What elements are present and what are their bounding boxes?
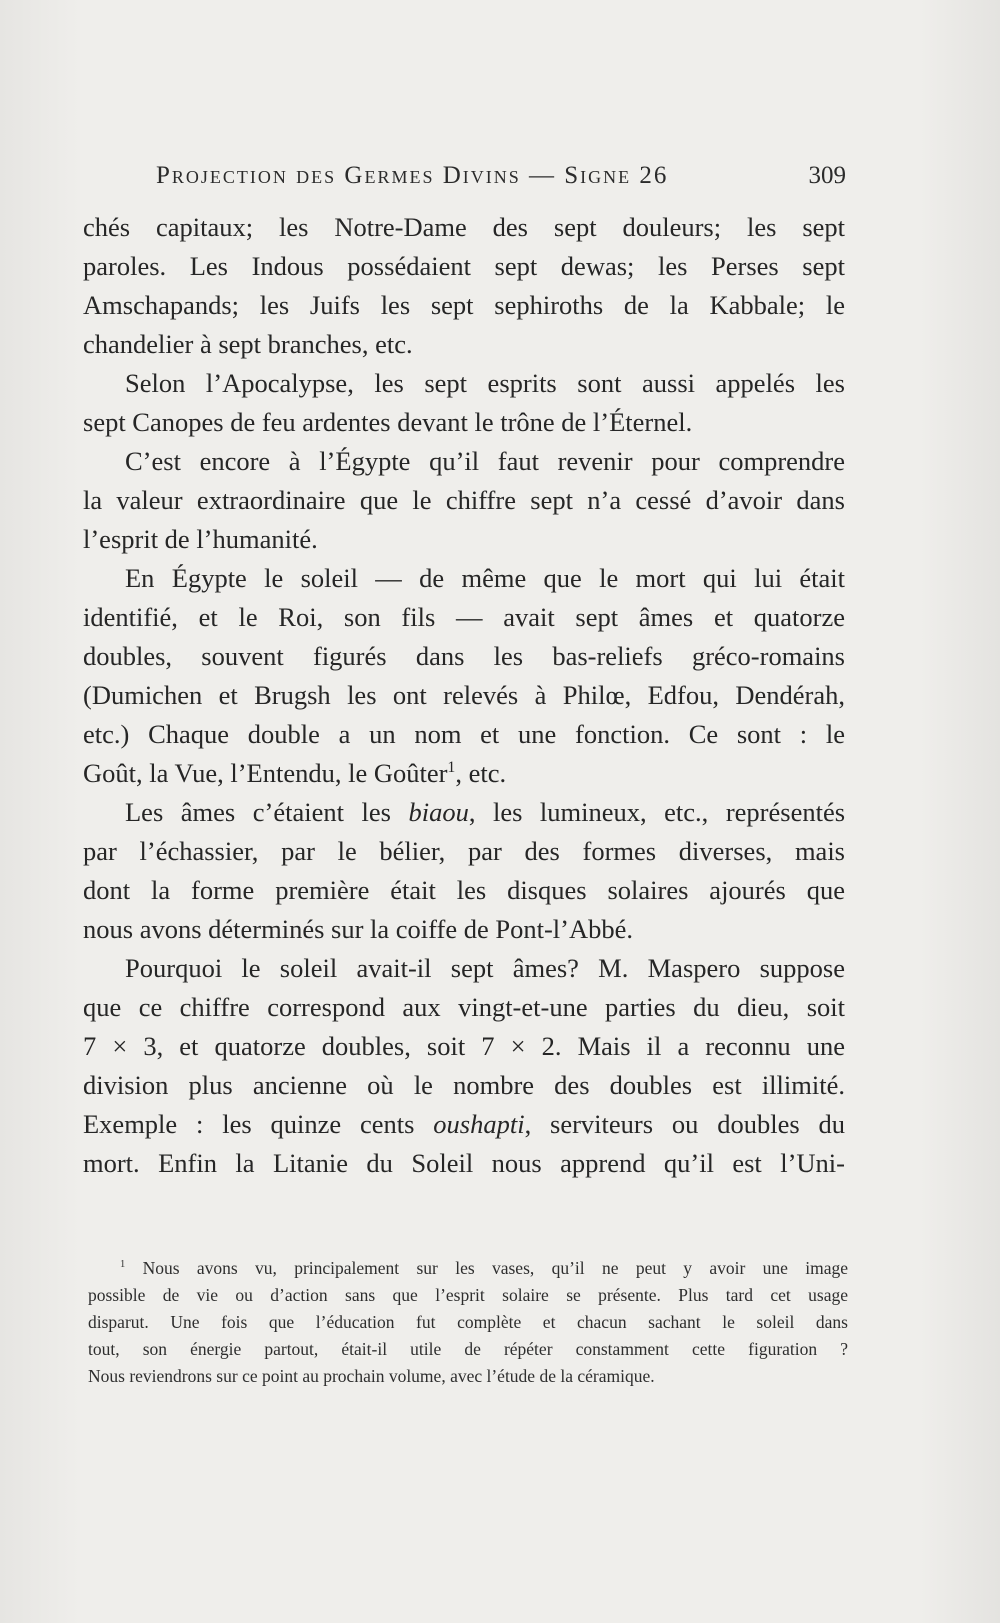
text-line: division plus ancienne où le nombre des doubles est illimité.	[83, 1070, 845, 1100]
footnote	[88, 1255, 848, 1390]
text-line: chés capitaux; les Notre-Dame des sept douleurs; les sept	[83, 212, 845, 242]
text-line: doubles, souvent figurés dans les bas-reliefs gréco-romains	[83, 641, 845, 671]
running-title: Projection des Germes Divins — Signe 26	[156, 162, 669, 189]
footnote-reference: 1	[447, 759, 456, 777]
footnote-line: possible de vie ou d’action sans que l’esprit solaire se présente. Plus tard cet usage	[88, 1285, 848, 1305]
text-line: etc.) Chaque double a un nom et une fonction. Ce sont : le	[83, 719, 845, 749]
footnote-line: Nous reviendrons sur ce point au prochain volume, avec l’étude de la céramique.	[88, 1366, 655, 1386]
text-fragment: , serviteurs ou doubles du	[524, 1109, 845, 1139]
text-line: Pourquoi le soleil avait-il sept âmes? M. Maspero suppose	[125, 953, 845, 983]
text-fragment: Nous avons vu, principalement sur les vases, qu’il ne peut y avoir une image	[142, 1258, 848, 1278]
text-line: dont la forme première était les disques solaires ajourés que	[83, 875, 845, 905]
text-line	[83, 793, 845, 832]
text-fragment: Goût, la Vue, l’Entendu, le Goûter	[83, 758, 448, 788]
text-line: 7 × 3, et quatorze doubles, soit 7 × 2. Mais il a reconnu une	[83, 1031, 845, 1061]
text-line: la valeur extraordinaire que le chiffre sept n’a cessé d’avoir dans	[83, 485, 845, 515]
text-fragment: , etc.	[455, 758, 507, 788]
footnote-line	[88, 1255, 848, 1282]
text-line: Amschapands; les Juifs les sept sephiroths de la Kabbale; le	[83, 290, 845, 320]
text-line: (Dumichen et Brugsh les ont relevés à Philœ, Edfou, Dendérah,	[83, 680, 845, 710]
text-line: paroles. Les Indous possédaient sept dewas; les Perses sept	[83, 251, 845, 281]
running-header	[156, 162, 846, 190]
text-fragment: Exemple : les quinze cents	[83, 1109, 415, 1139]
text-line: identifié, et le Roi, son fils — avait sept âmes et quatorze	[83, 602, 845, 632]
footnote-marker: 1	[120, 1259, 126, 1271]
text-line: C’est encore à l’Égypte qu’il faut revenir pour comprendre	[125, 446, 845, 476]
italic-term: biaou	[408, 797, 469, 827]
text-line: En Égypte le soleil — de même que le mort qui lui était	[125, 563, 845, 593]
text-line: Selon l’Apocalypse, les sept esprits sont aussi appelés les	[125, 368, 845, 398]
page-number: 309	[808, 162, 846, 189]
footnote-line: tout, son énergie partout, était-il utile de répéter constamment cette figuration ?	[88, 1339, 848, 1359]
text-line: par l’échassier, par le bélier, par des formes diverses, mais	[83, 836, 845, 866]
text-fragment: Les âmes c’étaient les	[125, 797, 391, 827]
text-line: chandelier à sept branches, etc.	[83, 329, 413, 359]
text-line	[83, 754, 845, 793]
main-text	[83, 208, 845, 1183]
text-line: nous avons déterminés sur la coiffe de Pont-l’Abbé.	[83, 914, 633, 944]
text-line: que ce chiffre correspond aux vingt-et-une parties du dieu, soit	[83, 992, 845, 1022]
text-line	[83, 1105, 845, 1144]
text-line: sept Canopes de feu ardentes devant le trône de l’Éternel.	[83, 407, 693, 437]
footnote-line: disparut. Une fois que l’éducation fut complète et chacun sachant le soleil dans	[88, 1312, 848, 1332]
text-line: mort. Enfin la Litanie du Soleil nous apprend qu’il est l’Uni-	[83, 1148, 845, 1178]
text-line: l’esprit de l’humanité.	[83, 524, 318, 554]
italic-term: oushapti	[433, 1109, 525, 1139]
text-fragment: , les lumineux, etc., représentés	[468, 797, 846, 827]
